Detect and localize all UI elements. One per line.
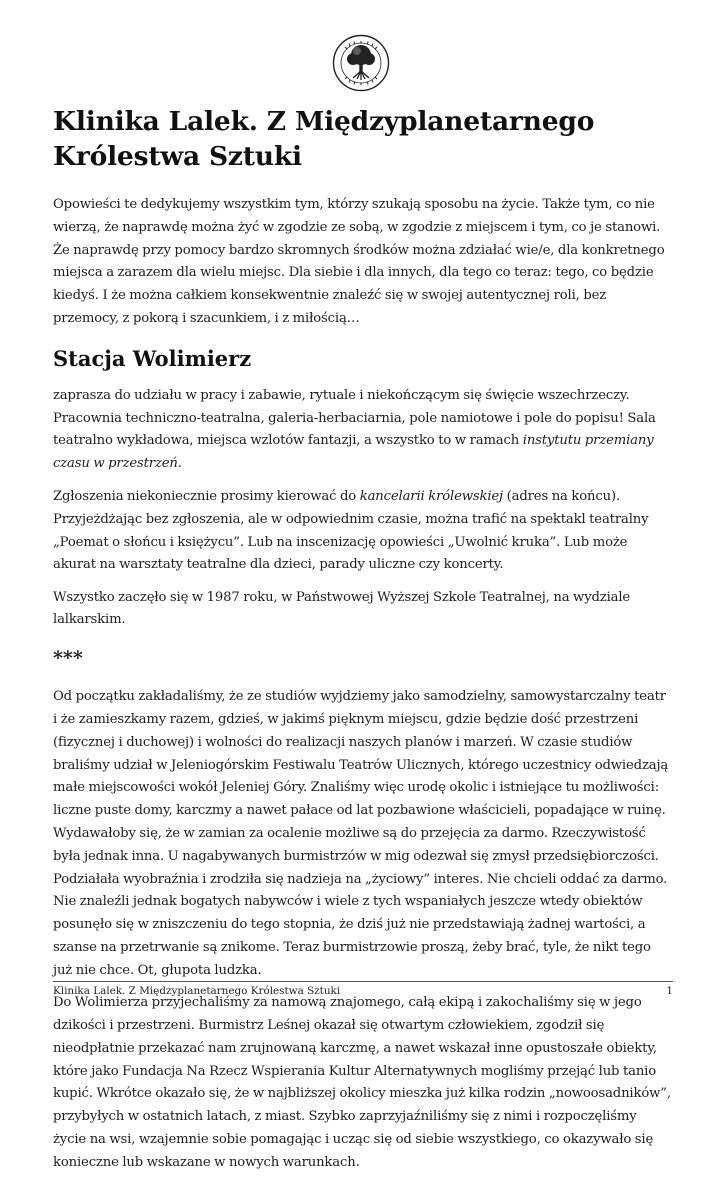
page-number: 1: [666, 985, 673, 997]
history-paragraph: Wszystko zaczęło się w 1987 roku, w Państwowej Wyższej Szkole Teatralnej, na wydziale lalkarskim.: [53, 589, 631, 628]
wolimierz-paragraph: Do Wolimierza przyjechaliśmy za namową znajomego, całą ekipą i zakochaliśmy się w jego dzikości i przestrzeni. Burmistrz Leśnej okazał się otwartym człowiekiem, zgodził się nieodpłatnie przekazać nam zrujnowaną karczmę, a nawet wskazał inne opustoszałe obiekty, które jako Fundacja Na Rzecz Wspierania Kultur Alternatywnych mogliśmy przejąć lub tanio kupić. Wkrótce okazało się, że w najbliższej okolicy mieszka już kilka rodzin „nowoosadników”, przybyłych w ostatnich latach, z miast. Szybko zaprzyjaźniliśmy się z nimi i rozpoczęliśmy życie na wsi, wzajemnie sobie pomagając i ucząc się od siebie wszystkiego, co okazywało się konieczne lub wskazane w nowych warunkach.: [53, 995, 671, 1170]
page-footer: [53, 981, 673, 998]
zgloszenia-text-b: (adres na końcu). Przyjeżdżając bez zgłoszenia, ale w odpowiednim czasie, można trafić na spektakl teatralny „Poemat o słońcu i księżycu”. Lub na inscenizację opowieści „Uwolnić kruka”. Lub może akurat na warsztaty teatralne dla dzieci, parady uliczne czy koncerty.: [53, 488, 649, 573]
beginnings-paragraph: Od początku zakładaliśmy, że ze studiów wyjdziemy jako samodzielny, samowystarczalny teatr i że zamieszkamy razem, gdzieś, w jakimś pięknym miejscu, gdzie będzie dość przestrzeni (fizycznej i duchowej) i wolności do realizacji naszych planów i marzeń. W czasie studiów braliśmy udział w Jeleniogórskim Festiwalu Teatrów Ulicznych, którego uczestnicy odwiedzają małe miejscowości wokół Jeleniej Góry. Znaliśmy więc urodę okolic i istniejące tu możliwości: liczne puste domy, karczmy a nawet pałace od lat pozbawione właścicieli, popadające w ruinę. Wydawałoby się, że w zamian za ocalenie możliwe są do przejęcia za darmo. Rzeczywistość była jednak inna. U nagabywanych burmistrzów w mig odezwał się zmysł przedsiębiorczości. Podziałała wyobraźnia i zrodziła się nadzieja na „życiowy” interes. Nie chcieli oddać za darmo. Nie znaleźli jednak bogatych nabywców i wiele z tych wspaniałych jeszcze wtedy obiektów posunęło się w zniszczeniu do tego stopnia, że dziś już nie przedstawiają żadnej wartości, a szanse na przetrwanie są znikome. Teraz burmistrzowie proszą, żeby brać, tyle, że nikt tego już nie chce. Ot, głupota ludzka.: [53, 689, 669, 978]
zgloszenia-emphasis: kancelarii królewskiej: [359, 488, 503, 504]
article-content: [53, 104, 673, 1184]
section-heading: Stacja Wolimierz: [53, 345, 252, 371]
zgloszenia-paragraph: [53, 486, 673, 577]
stacja-text-b: .: [177, 456, 182, 472]
stacja-text-a: zaprasza do udziału w pracy i zabawie, rytuale i niekończącym się święcie wszechrzeczy. Pracownia techniczno-teatralna, galeria-herbaciarnia, pole namiotowe i pole do popisu! Sala teatralno wykładowa, miejsca wzlotów fantazji, a wszystko to w ramach: [53, 387, 656, 449]
tree-seal-logo-icon: [332, 34, 390, 92]
section-separator: ***: [53, 647, 83, 670]
footer-title: Klinika Lalek. Z Międzyplanetarnego Królestwa Sztuki: [53, 985, 341, 997]
stacja-paragraph: [53, 385, 673, 476]
stacja-emphasis: instytutu przemiany czasu w przestrzeń: [53, 433, 654, 472]
zgloszenia-text-a: Zgłoszenia niekoniecznie prosimy kierować do: [53, 488, 360, 504]
intro-paragraph: Opowieści te dedykujemy wszystkim tym, którzy szukają sposobu na życie. Także tym, co nie wierzą, że naprawdę można żyć w zgodzie ze sobą, w zgodzie z miejscem i tym, co je stanowi. Że naprawdę przy pomocy bardzo skromnych środków można zdziałać wie/e, dla konkretnego miejsca a zarazem dla wielu miejsc. Dla siebie i dla innych, dla tego co teraz: tego, co będzie kiedyś. I że można całkiem konsekwentnie znaleźć się w swojej autentycznej roli, bez przemocy, z pokorą i szacunkiem, i z miłością…: [53, 197, 665, 326]
page-title: Klinika Lalek. Z Międzyplanetarnego Królestwa Sztuki: [53, 106, 595, 172]
